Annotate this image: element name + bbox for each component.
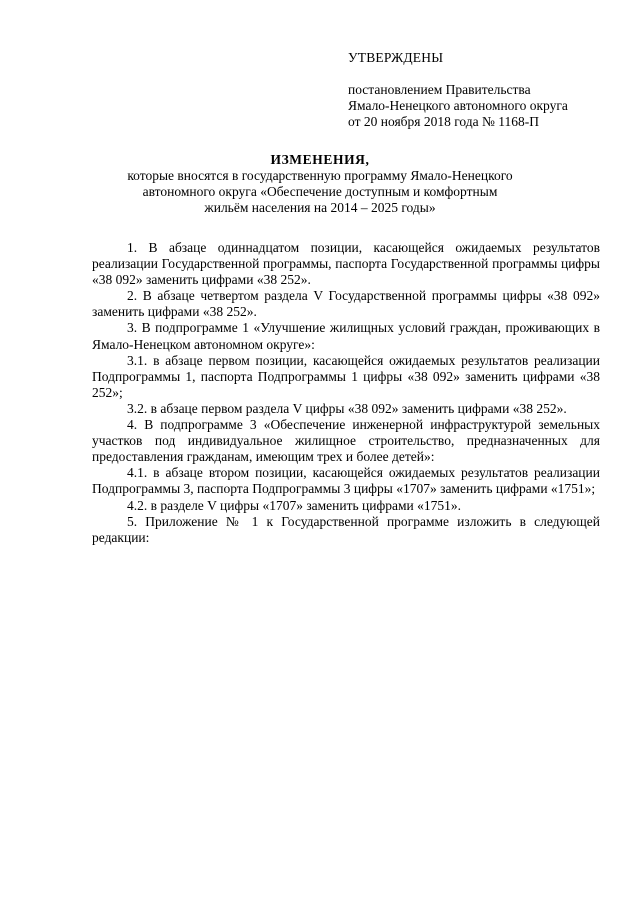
paragraph-item-4-1: 4.1. в абзаце втором позиции, касающейся ожидаемых результатов реализации Подпрограммы 3, паспорта Подпрограммы 3 цифры «1707» заменить цифрами «1751»;	[92, 465, 600, 497]
paragraph-item-5: 5. Приложение № 1 к Государственной программе изложить в следующей редакции:	[92, 513, 600, 545]
paragraph-item-3-2: 3.2. в абзаце первом раздела V цифры «38 092» заменить цифрами «38 252».	[127, 400, 567, 416]
document-subtitle-line-2: автономного округа «Обеспечение доступным и комфортным	[142, 184, 498, 199]
approval-line-issuer: постановлением Правительства	[348, 82, 531, 97]
paragraph-item-1: 1. В абзаце одиннадцатом позиции, касающейся ожидаемых результатов реализации Государственной программы, паспорта Государственной программы цифры «38 092» заменить цифрами «38 252».	[92, 240, 600, 288]
paragraph-item-2: 2. В абзаце четвертом раздела V Государственной программы цифры «38 092» заменить цифрами «38 252».	[92, 288, 600, 320]
document-subtitle-line-1: которые вносятся в государственную программу Ямало-Ненецкого	[127, 168, 513, 183]
paragraph-item-3-1: 3.1. в абзаце первом позиции, касающейся ожидаемых результатов реализации Подпрограммы 1, паспорта Подпрограммы 1 цифры «38 092» заменить цифрами «38 252»;	[92, 352, 600, 400]
document-title-block	[80, 152, 560, 216]
document-title: ИЗМЕНЕНИЯ,	[270, 152, 370, 167]
approval-stamp: УТВЕРЖДЕНЫ	[348, 50, 444, 65]
approval-line-region: Ямало-Ненецкого автономного округа	[348, 98, 568, 113]
paragraph-item-4: 4. В подпрограмме 3 «Обеспечение инженерной инфраструктурой земельных участков под индивидуальное жилищное строительство, предназначенных для предоставления гражданам, имеющим трех и более детей»:	[92, 417, 600, 465]
document-body	[92, 240, 600, 546]
document-subtitle-line-3: жильём населения на 2014 – 2025 годы»	[204, 200, 436, 215]
paragraph-item-3: 3. В подпрограмме 1 «Улучшение жилищных условий граждан, проживающих в Ямало-Ненецком автономном округе»:	[92, 320, 600, 352]
paragraph-item-4-2: 4.2. в разделе V цифры «1707» заменить цифрами «1751».	[127, 497, 462, 513]
approval-block	[348, 50, 628, 130]
approval-line-date: от 20 ноября 2018 года № 1168-П	[348, 114, 540, 129]
